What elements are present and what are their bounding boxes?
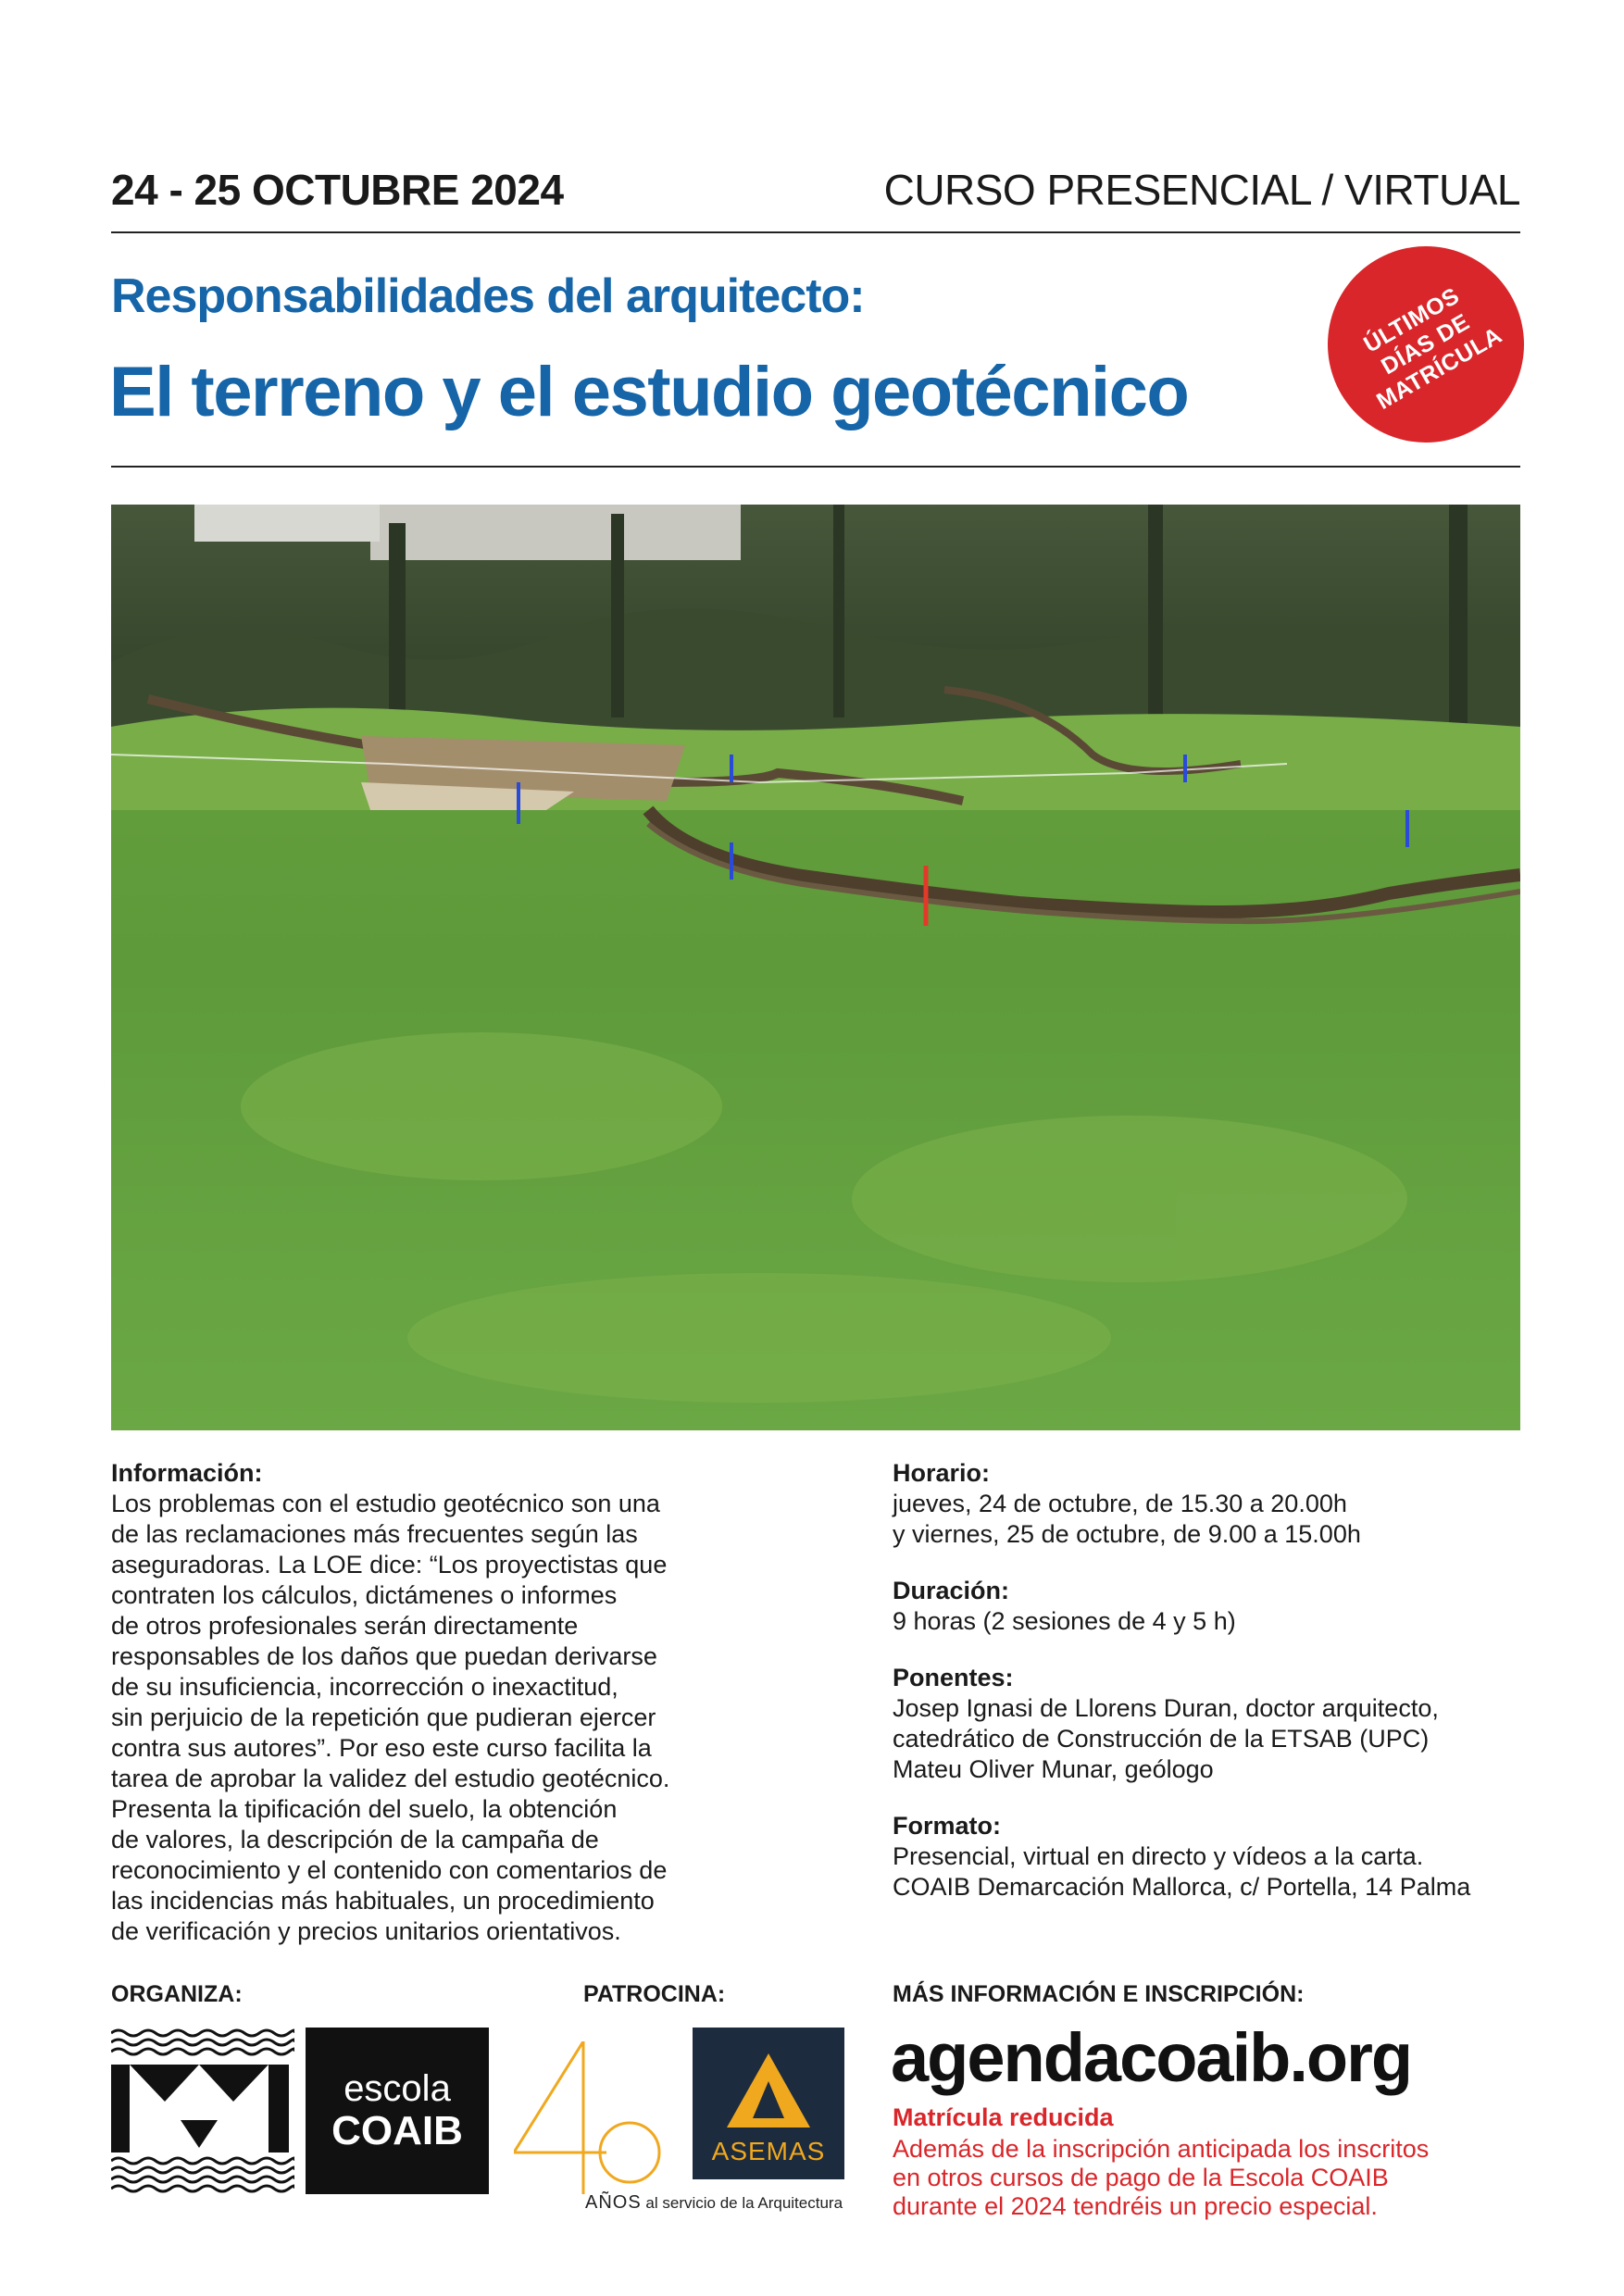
- duration-text: 9 horas (2 sesiones de 4 y 5 h): [893, 1607, 1236, 1635]
- speaker-line: Mateu Oliver Munar, geólogo: [893, 1755, 1214, 1783]
- asemas-text: ASEMAS: [711, 2137, 826, 2165]
- info-line: contra sus autores”. Por eso este curso facilita la: [111, 1734, 652, 1762]
- info-line: reconocimiento y el contenido con comentarios de: [111, 1856, 668, 1884]
- reduced-fee-title: Matrícula reducida: [893, 2103, 1114, 2131]
- top-divider: [111, 231, 1520, 233]
- info-line: tarea de aprobar la validez del estudio geotécnico.: [111, 1765, 670, 1792]
- escola-coaib-logo: [306, 2028, 489, 2194]
- reduced-fee-line: Además de la inscripción anticipada los inscritos: [893, 2135, 1430, 2163]
- more-info-label: MÁS INFORMACIÓN E INSCRIPCIÓN:: [893, 1981, 1305, 2007]
- forty-years-logo: [514, 2041, 671, 2208]
- info-line: de otros profesionales serán directamente: [111, 1612, 579, 1640]
- info-line: de valores, la descripción de la campaña de: [111, 1826, 599, 1853]
- course-date: 24 - 25 OCTUBRE 2024: [111, 166, 564, 214]
- duration-heading: Duración:: [893, 1577, 1010, 1604]
- details-section: [893, 1458, 1520, 1928]
- agenda-url-link[interactable]: agendacoaib.org: [891, 2019, 1412, 2096]
- forty-years-caption: [585, 2192, 843, 2214]
- course-subtitle: Responsabilidades del arquitecto:: [111, 269, 865, 323]
- format-heading: Formato:: [893, 1812, 1001, 1840]
- patrocina-label: PATROCINA:: [583, 1981, 726, 2007]
- schedule-line: jueves, 24 de octubre, de 15.30 a 20.00h: [893, 1490, 1347, 1517]
- coaib-wave-logo: [111, 2028, 294, 2194]
- asemas-logo: [693, 2028, 844, 2179]
- schedule-line: y viernes, 25 de octubre, de 9.00 a 15.00h: [893, 1520, 1361, 1548]
- coaib-text: COAIB: [331, 2108, 463, 2153]
- last-days-badge: [1328, 246, 1524, 443]
- course-type: CURSO PRESENCIAL / VIRTUAL: [883, 166, 1520, 214]
- landslide-photo: [111, 505, 1520, 1430]
- anos-text: AÑOS: [585, 2192, 642, 2213]
- info-line: aseguradoras. La LOE dice: “Los proyectistas que: [111, 1551, 668, 1578]
- info-line: de las reclamaciones más frecuentes según las: [111, 1520, 638, 1548]
- info-section: [111, 1458, 739, 1947]
- info-heading: Información:: [111, 1459, 263, 1487]
- format-block: [893, 1811, 1520, 1903]
- course-title: El terreno y el estudio geotécnico: [109, 353, 1189, 431]
- title-divider: [111, 466, 1520, 468]
- organiza-label: ORGANIZA:: [111, 1981, 243, 2007]
- badge-text: ÚLTIMOS DÍAS DE MATRÍCULA: [1359, 282, 1507, 415]
- speakers-heading: Ponentes:: [893, 1664, 1014, 1691]
- info-line: sin perjuicio de la repetición que pudieran ejercer: [111, 1703, 656, 1731]
- reduced-fee-text: [893, 2135, 1541, 2221]
- reduced-fee-line: en otros cursos de pago de la Escola COAIB: [893, 2164, 1389, 2191]
- format-line: Presencial, virtual en directo y vídeos a la carta.: [893, 1842, 1424, 1870]
- info-line: de verificación y precios unitarios orientativos.: [111, 1917, 621, 1945]
- info-line: Los problemas con el estudio geotécnico son una: [111, 1490, 660, 1517]
- speaker-line: catedrático de Construcción de la ETSAB (UPC): [893, 1725, 1430, 1753]
- anos-subtext: al servicio de la Arquitectura: [645, 2194, 843, 2212]
- info-line: de su insuficiencia, incorrección o inexactitud,: [111, 1673, 618, 1701]
- speakers-block: [893, 1663, 1520, 1785]
- schedule-heading: Horario:: [893, 1459, 991, 1487]
- info-line: responsables de los daños que puedan derivarse: [111, 1642, 657, 1670]
- info-line: Presenta la tipificación del suelo, la obtención: [111, 1795, 618, 1823]
- reduced-fee-line: durante el 2024 tendréis un precio especial.: [893, 2192, 1378, 2220]
- format-line: COAIB Demarcación Mallorca, c/ Portella, 14 Palma: [893, 1873, 1471, 1901]
- info-line: contraten los cálculos, dictámenes o informes: [111, 1581, 618, 1609]
- speaker-line: Josep Ignasi de Llorens Duran, doctor arquitecto,: [893, 1694, 1439, 1722]
- info-line: las incidencias más habituales, un procedimiento: [111, 1887, 655, 1915]
- asemas-triangle-icon: [727, 2053, 810, 2128]
- duration-block: [893, 1576, 1520, 1637]
- escola-text: escola: [344, 2068, 451, 2109]
- schedule-block: [893, 1458, 1520, 1550]
